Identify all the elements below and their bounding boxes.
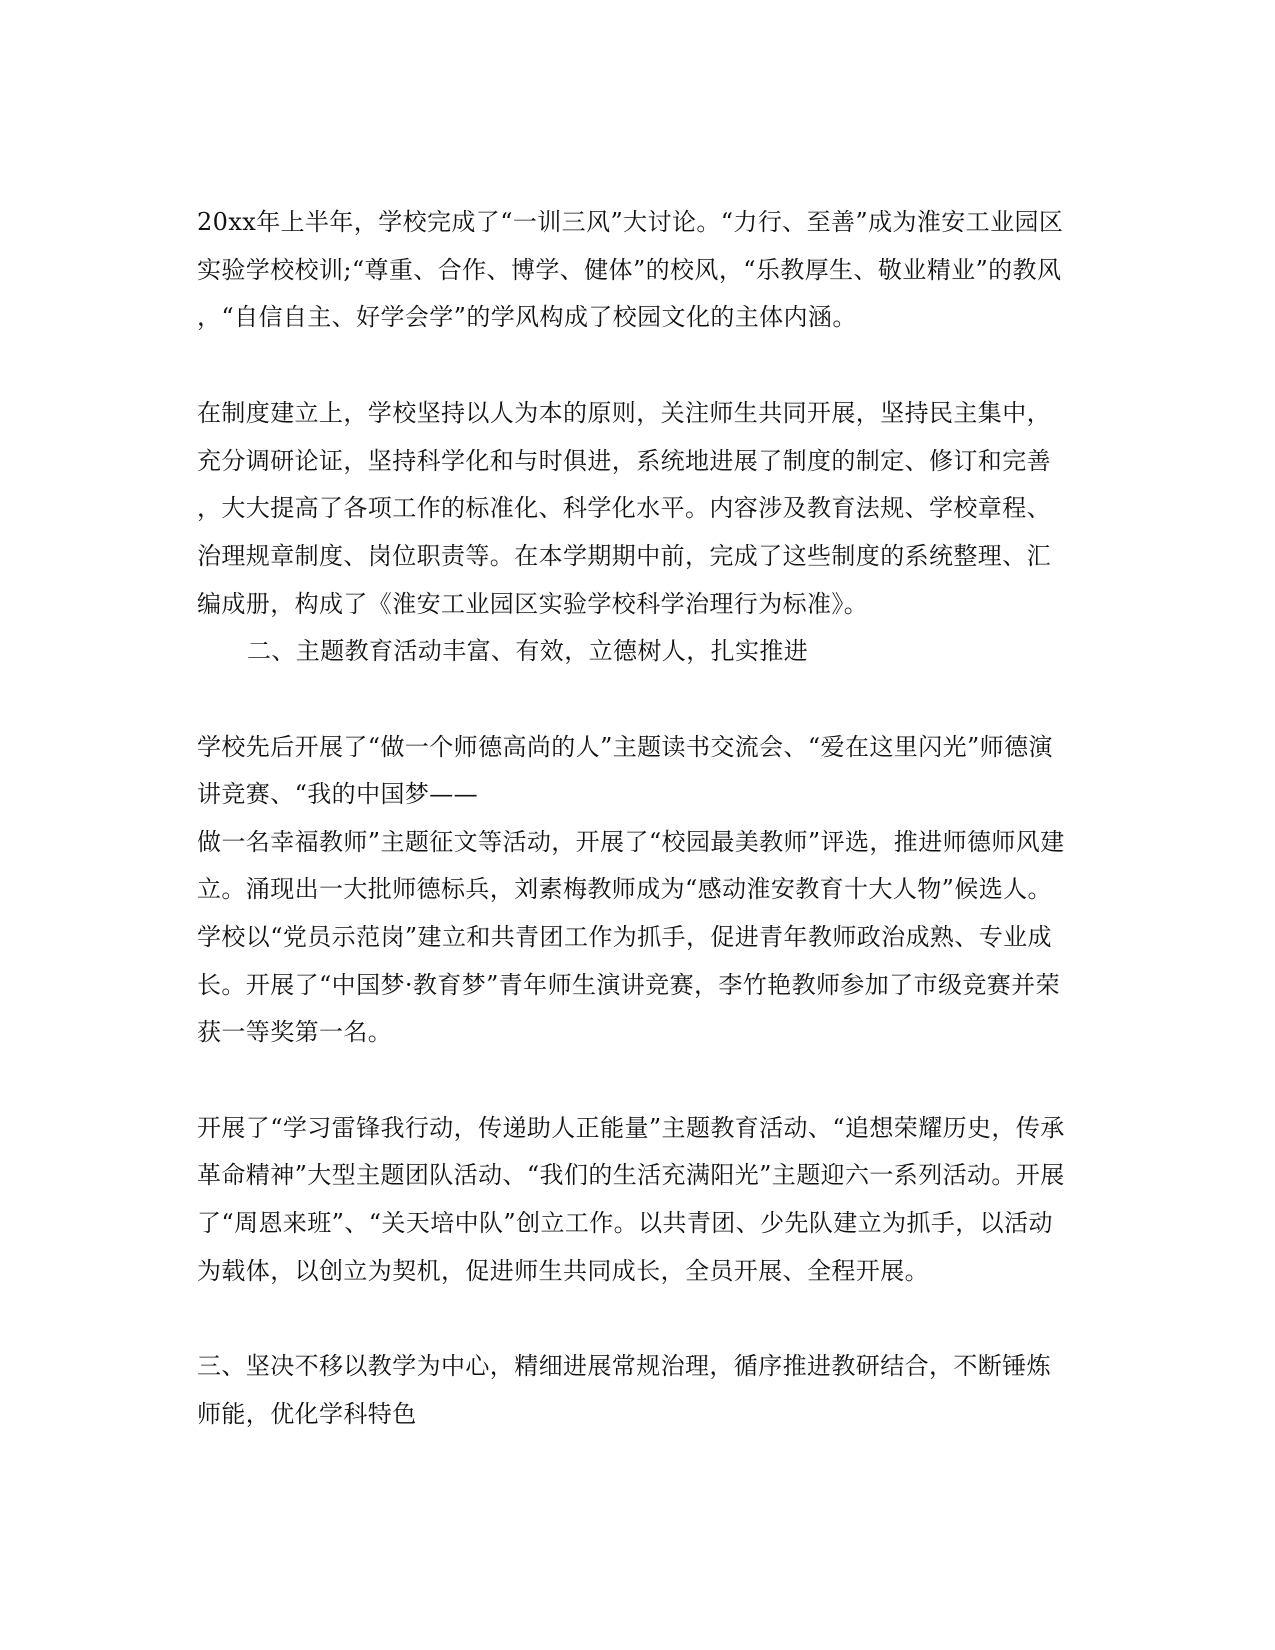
section-heading: 二、主题教育活动丰富、有效，立德树人，扎实推进 [247,637,809,665]
text-line: 编成册，构成了《淮安工业园区实验学校科学治理行为标准》。 [197,590,869,618]
text-line: 充分调研论证，坚持科学化和与时俱进，系统地进展了制度的制定、修订和完善 [197,447,1051,475]
text-line: 革命精神”大型主题团队活动、“我们的生活充满阳光”主题迎六一系列活动。开展 [197,1161,1065,1189]
text-line: 学校以“党员示范岗”建立和共青团工作为抓手，促进青年教师政治成熟、专业成 [197,923,1052,951]
section-heading: 师能，优化学科特色 [197,1400,417,1428]
text-line: 实验学校校训;“尊重、合作、博学、健体”的校风，“乐教厚生、敬业精业”的教风 [197,256,1062,284]
text-line: 长。开展了“中国梦·教育梦”青年师生演讲竞赛，李竹艳教师参加了市级竞赛并荣 [197,971,1060,999]
text-line: 在制度建立上，学校坚持以人为本的原则，关注师生共同开展，坚持民主集中， [197,399,1051,427]
text-line: 20xx年上半年，学校完成了“一训三风”大讨论。“力行、至善”成为淮安工业园区 [197,208,1064,236]
section-heading: 三、坚决不移以教学为中心，精细进展常规治理，循序推进教研结合，不断锤炼 [197,1352,1051,1380]
text-line: ，“自信自主、好学会学”的学风构成了校园文化的主体内涵。 [197,303,857,331]
text-line: 学校先后开展了“做一个师德高尚的人”主题读书交流会、“爱在这里闪光”师德演 [197,733,1053,761]
text-line: 治理规章制度、岗位职责等。在本学期期中前，完成了这些制度的系统整理、汇 [197,542,1051,570]
text-line: 讲竞赛、“我的中国梦—— [197,780,479,808]
text-line: 了“周恩来班”、“关天培中队”创立工作。以共青团、少先队建立为抓手，以活动 [197,1209,1053,1237]
text-line: 开展了“学习雷锋我行动，传递助人正能量”主题教育活动、“追想荣耀历史，传承 [197,1114,1065,1142]
text-line: 为载体，以创立为契机，促进师生共同成长，全员开展、全程开展。 [197,1257,929,1285]
text-line: 做一名幸福教师”主题征文等活动，开展了“校园最美教师”评选，推进师德师风建 [197,828,1065,856]
text-line: 立。涌现出一大批师德标兵，刘素梅教师成为“感动淮安教育十大人物”候选人。 [197,875,1052,903]
text-line: ，大大提高了各项工作的标准化、科学化水平。内容涉及教育法规、学校章程、 [197,494,1051,522]
text-line: 获一等奖第一名。 [197,1018,393,1046]
